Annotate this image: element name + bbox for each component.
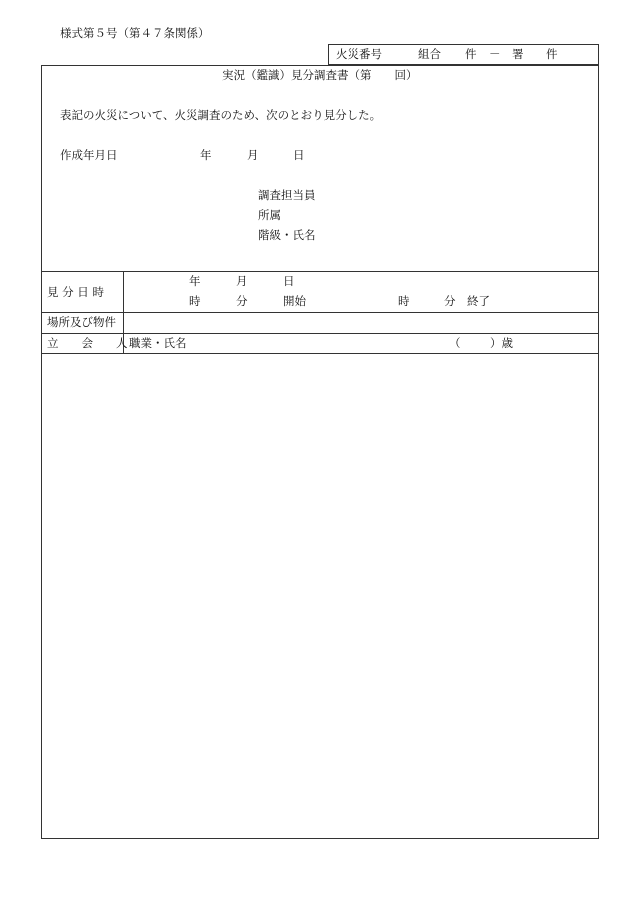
fire-number-union: 組合 [418, 47, 441, 61]
created-day: 日 [293, 148, 305, 162]
investigator-dept: 所属 [258, 208, 281, 222]
row-divider-1 [41, 312, 599, 313]
inspection-start-minute: 分 [236, 294, 248, 308]
created-month: 月 [247, 148, 259, 162]
form-number: 様式第５号（第４７条関係） [60, 26, 210, 40]
witness-label: 立 会 人 [47, 336, 128, 350]
witness-age-close: ）歳 [490, 336, 513, 350]
inspection-start: 開始 [283, 294, 306, 308]
fire-number-case2: 件 [546, 47, 558, 61]
inspection-end-minute: 分 [444, 294, 456, 308]
document-title: 実況（鑑識）見分調査書（第 回） [222, 68, 418, 82]
inspection-datetime-label: 見 分 日 時 [47, 285, 104, 299]
investigator-rank-name: 階級・氏名 [258, 228, 316, 242]
witness-occupation-name: 職業・氏名 [129, 336, 187, 350]
inspection-content-area [42, 354, 598, 838]
inspection-end: 終了 [467, 294, 490, 308]
investigator-title: 調査担当員 [258, 188, 316, 202]
created-year: 年 [200, 148, 212, 162]
place-label: 場所及び物件 [47, 315, 116, 329]
intro-text: 表記の火災について、火災調査のため、次のとおり見分した。 [60, 108, 382, 122]
inspection-end-hour: 時 [398, 294, 410, 308]
witness-age-open: （ [449, 336, 461, 350]
inspection-year: 年 [189, 274, 201, 288]
table-top-line [41, 271, 599, 272]
inspection-start-hour: 時 [189, 294, 201, 308]
fire-number-station: 署 [512, 47, 524, 61]
fire-number-label: 火災番号 [336, 47, 382, 61]
fire-number-case1: 件 [465, 47, 477, 61]
inspection-day: 日 [283, 274, 295, 288]
row-divider-2 [41, 333, 599, 334]
inspection-month: 月 [236, 274, 248, 288]
fire-number-dash: － [489, 47, 501, 61]
created-date-label: 作成年月日 [60, 148, 118, 162]
